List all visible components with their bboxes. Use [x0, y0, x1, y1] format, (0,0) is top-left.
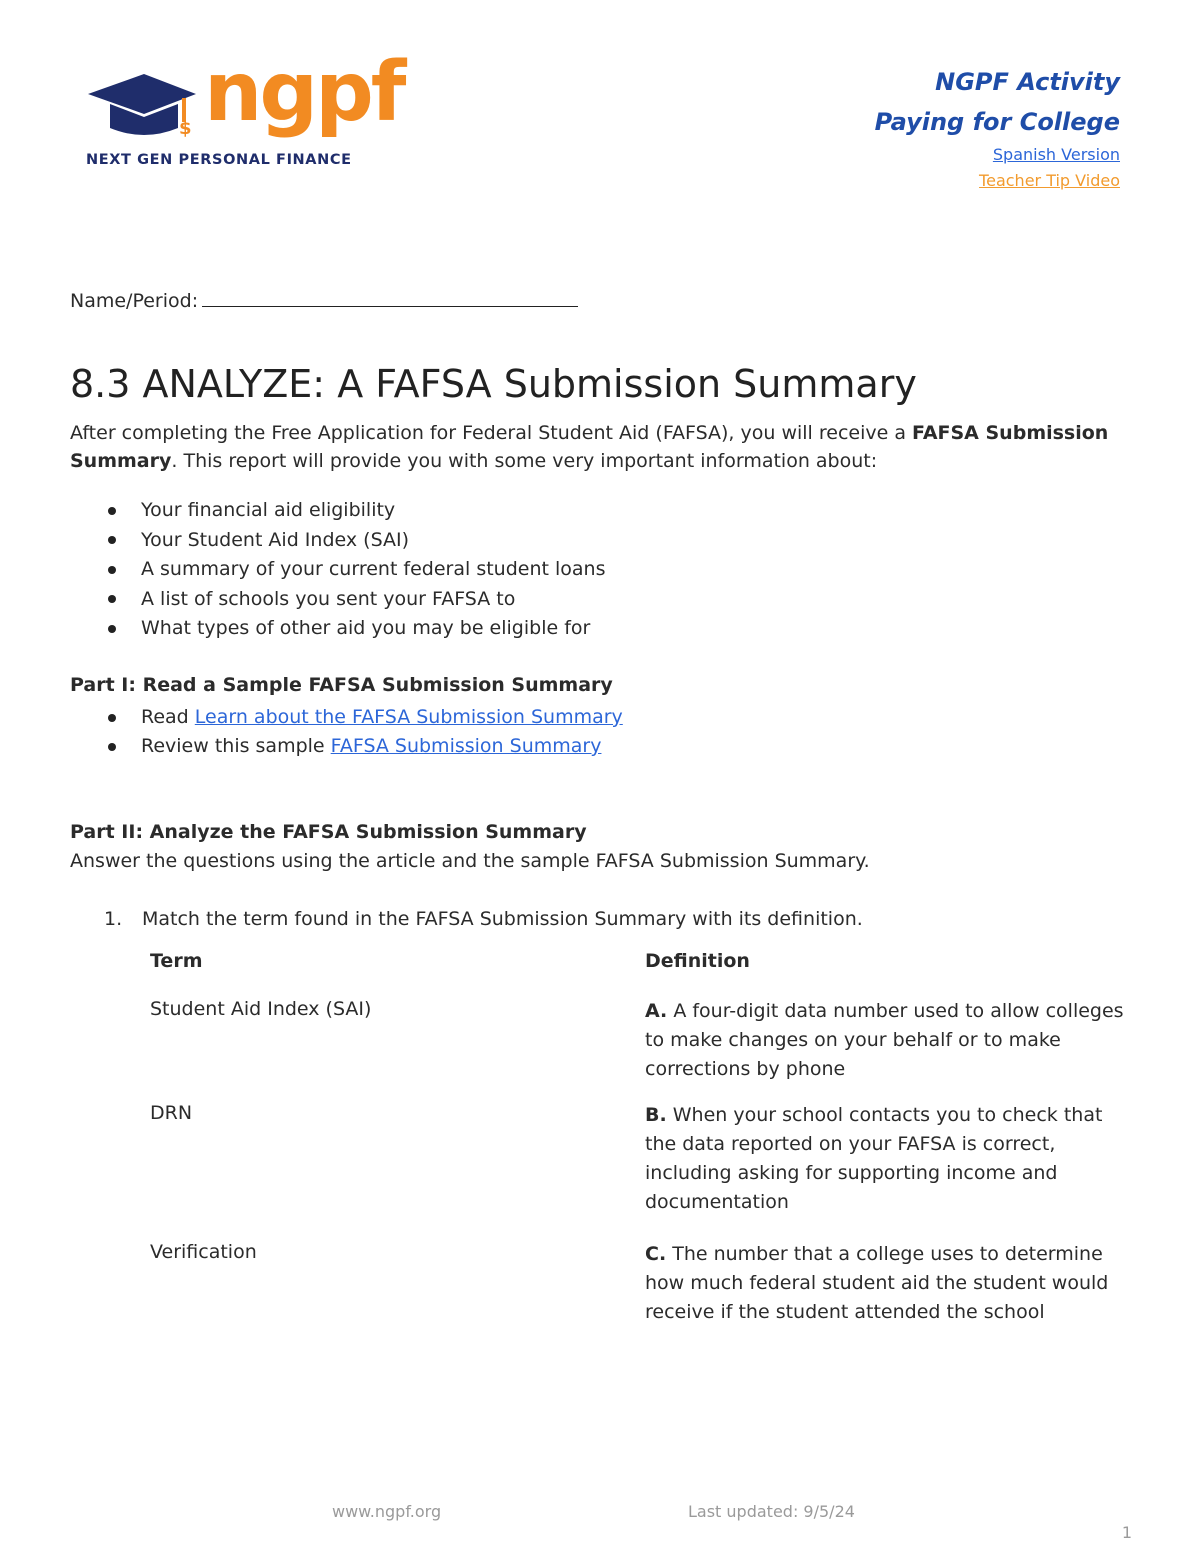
activity-title: Paying for College: [874, 108, 1120, 136]
logo-wordmark: ngpf: [204, 45, 404, 140]
question-1: [70, 908, 863, 930]
definition-text: A four-digit data number used to allow colleges to make changes on your behalf or to make corrections by phone: [645, 1000, 1124, 1080]
activity-header: [875, 62, 1120, 194]
definition-b: [645, 1101, 1125, 1217]
term-drn: DRN: [150, 1102, 193, 1124]
part-1-list: [70, 703, 623, 761]
logo-tagline: NEXT GEN PERSONAL FINANCE: [86, 152, 352, 168]
item-prefix: Review this sample: [141, 735, 331, 757]
list-item: A list of schools you sent your FAFSA to: [70, 585, 606, 615]
list-item: [70, 703, 623, 732]
ngpf-logo: [86, 45, 404, 170]
definition-a: [645, 997, 1125, 1084]
definition-letter: A.: [645, 1000, 668, 1022]
question-text: Match the term found in the FAFSA Submission Summary with its definition.: [142, 908, 863, 930]
name-period-blank[interactable]: [202, 288, 578, 307]
term-sai: Student Aid Index (SAI): [150, 998, 372, 1020]
name-period-label: Name/Period:: [70, 290, 199, 312]
teacher-tip-video-link[interactable]: Teacher Tip Video: [979, 171, 1120, 190]
list-item: What types of other aid you may be eligible for: [70, 614, 606, 644]
question-number: 1.: [104, 908, 123, 930]
intro-paragraph: [70, 419, 1130, 475]
footer-last-updated: Last updated: 9/5/24: [688, 1502, 855, 1521]
page-title: 8.3 ANALYZE: A FAFSA Submission Summary: [70, 362, 917, 406]
graduation-cap-icon: [86, 70, 198, 150]
term-verification: Verification: [150, 1241, 257, 1263]
item-prefix: Read: [141, 706, 195, 728]
definition-text: When your school contacts you to check that the data reported on your FAFSA is correct, including asking for supporting income and documentation: [645, 1104, 1103, 1213]
definition-text: The number that a college uses to determine how much federal student aid the student would receive if the student attended the school: [645, 1243, 1109, 1323]
part-2-instructions: Answer the questions using the article and the sample FAFSA Submission Summary.: [70, 850, 870, 872]
part-2-heading: Part II: Analyze the FAFSA Submission Summary: [70, 821, 587, 843]
page-number: 1: [1121, 1523, 1132, 1542]
list-item: Your Student Aid Index (SAI): [70, 526, 606, 556]
definition-c: [645, 1240, 1125, 1327]
list-item: [70, 732, 623, 761]
name-period-field: [70, 288, 578, 312]
intro-text-2: . This report will provide you with some very important information about:: [171, 450, 878, 472]
footer-website: www.ngpf.org: [332, 1502, 442, 1521]
activity-label: NGPF Activity: [935, 68, 1120, 96]
intro-bold-term: FAFSA Submission Summary: [70, 422, 1109, 472]
spanish-version-link[interactable]: Spanish Version: [992, 145, 1120, 164]
list-item: A summary of your current federal student loans: [70, 555, 606, 585]
definition-letter: C.: [645, 1243, 667, 1265]
intro-bullet-list: [70, 496, 606, 644]
learn-about-fafsa-link[interactable]: Learn about the FAFSA Submission Summary: [194, 706, 623, 728]
list-item: Your financial aid eligibility: [70, 496, 606, 526]
definition-letter: B.: [645, 1104, 667, 1126]
intro-text-1: After completing the Free Application for Federal Student Aid (FAFSA), you will receive a: [70, 422, 913, 444]
term-column-header: Term: [150, 950, 203, 972]
definition-column-header: Definition: [645, 950, 750, 972]
part-1-heading: Part I: Read a Sample FAFSA Submission Summary: [70, 674, 613, 696]
svg-text:$: $: [179, 118, 192, 139]
sample-fafsa-summary-link[interactable]: FAFSA Submission Summary: [330, 735, 602, 757]
